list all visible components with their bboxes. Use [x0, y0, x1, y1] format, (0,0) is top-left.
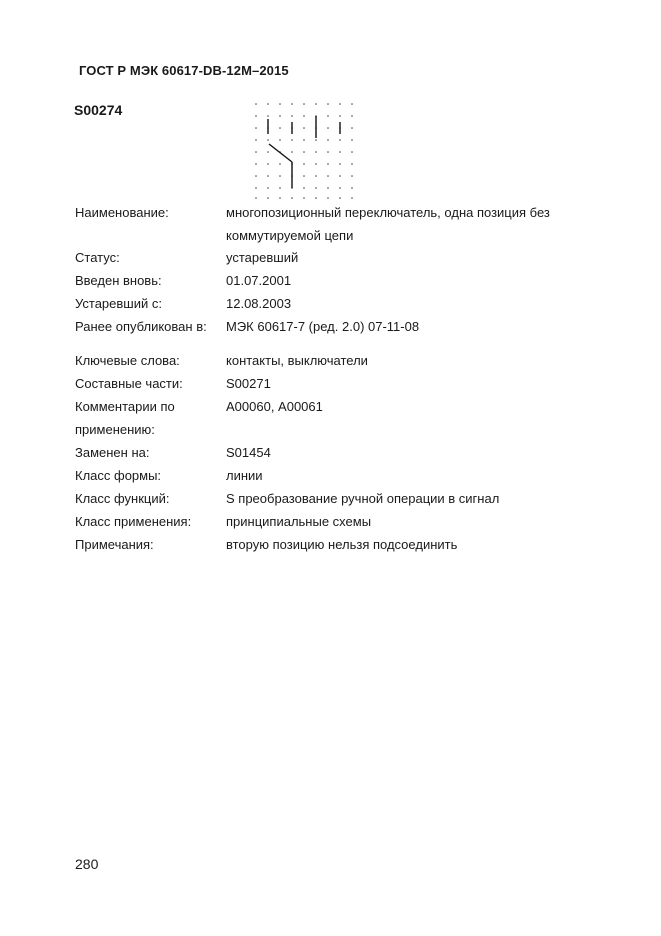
field-value: S преобразование ручной операции в сигнал	[226, 491, 500, 506]
field-label: Комментарии по	[75, 399, 175, 414]
symbol-code: S00274	[74, 102, 123, 118]
page-number: 280	[75, 856, 99, 872]
field-label: Класс функций:	[75, 491, 170, 506]
field-label: Наименование:	[75, 205, 169, 220]
field-label: Заменен на:	[75, 445, 150, 460]
field-label: Класс применения:	[75, 514, 192, 529]
field-label: Устаревший с:	[75, 296, 162, 311]
field-value: S00271	[226, 376, 271, 391]
field-label: Составные части:	[75, 376, 183, 391]
field-value: вторую позицию нельзя подсоединить	[226, 537, 458, 552]
field-label: Ранее опубликован в:	[75, 319, 207, 334]
field-value: S01454	[226, 445, 271, 460]
field-value: коммутируемой цепи	[226, 228, 354, 243]
field-value: линии	[226, 468, 263, 483]
field-value: А00060, А00061	[226, 399, 323, 414]
switch-symbol-icon	[250, 100, 360, 200]
field-label: применению:	[75, 422, 155, 437]
document-header: ГОСТ Р МЭК 60617-DB-12M–2015	[79, 63, 289, 78]
field-value: МЭК 60617-7 (ред. 2.0) 07-11-08	[226, 319, 420, 334]
field-label: Введен вновь:	[75, 273, 162, 288]
field-value: 12.08.2003	[226, 296, 292, 311]
field-label: Класс формы:	[75, 468, 162, 483]
field-value: многопозиционный переключатель, одна позиция без	[226, 205, 550, 220]
field-label: Примечания:	[75, 537, 154, 552]
field-value: контакты, выключатели	[226, 353, 368, 368]
field-value: принципиальные схемы	[226, 514, 372, 529]
field-value: 01.07.2001	[226, 273, 292, 288]
field-value: устаревший	[226, 250, 299, 265]
field-label: Статус:	[75, 250, 120, 265]
field-label: Ключевые слова:	[75, 353, 180, 368]
